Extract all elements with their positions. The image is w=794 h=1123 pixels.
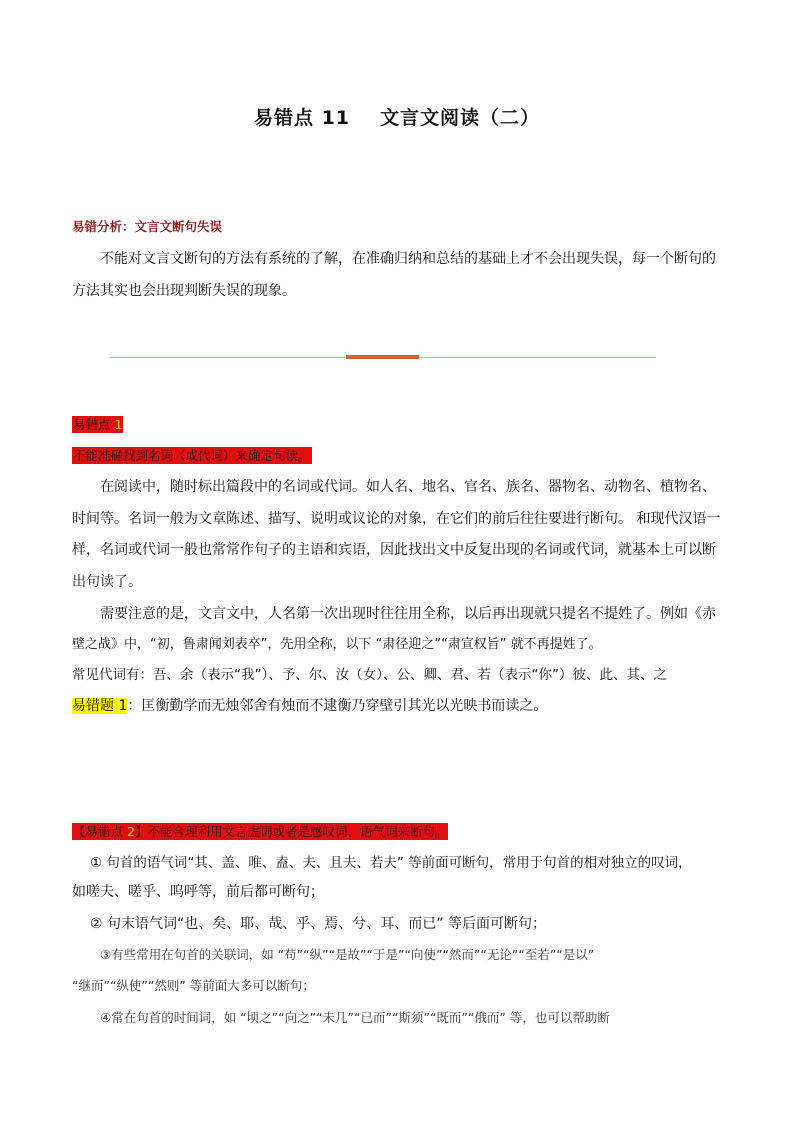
point1-label: 易错点 1 [73,417,123,432]
paragraph-line: 出句读了。 [72,574,142,590]
paragraph-line: 壁之战》中，“初，鲁肃闻刘表卒”，先用全称，以下 “肃径迎之”“肃宣权旨” 就不再提姓了。 [72,637,602,652]
point2-label: 【易错点 2】不能合理利用文言虚词或者是感叹词、语气词来断句。 [73,824,448,839]
paragraph-line: 样，名词或代词一般也常常作句子的主语和宾语，因此找出文中反复出现的名词或代词，就基本上可以断 [72,542,716,558]
example-label: 易错题 1 [72,698,128,714]
analysis-line: 方法其实也会出现判断失误的现象。 [72,283,296,299]
example-text: ：匡衡勤学而无烛邻舍有烛而不逮衡乃穿壁引其光以光映书而读之。 [127,698,548,714]
paragraph-line: 时间等。名词一般为文章陈述、描写、说明或议论的对象，在它们的前后往往要进行断句。 和现代汉语一 [72,511,721,527]
list-item: ③有些常用在句首的关联词，如 “苟”“纵”“是故”“于是”“向使”“然而”“无论”“至若”“是以” [100,947,595,962]
pronoun-list: 常见代词有：吾、余（表示“我”）、予、尔、汝（女）、公、卿、君、若（表示“你”）彼、此、其、之 [72,667,667,683]
page-title [0,103,794,130]
paragraph-line: 需要注意的是，文言文中，人名第一次出现时往往用全称，以后再出现就只提名不提姓了。例如《赤 [100,606,716,622]
list-item: ④常在句首的时间词，如 “顷之”“向之”“未几”“已而”“斯须”“既而”“俄而” 等，也可以帮助断 [100,1010,610,1025]
divider-accent [346,355,419,359]
analysis-heading: 易错分析：文言文断句失误 [72,219,223,234]
example-question [72,697,547,715]
analysis-line: 不能对文言文断句的方法有系统的了解，在准确归纳和总结的基础上才不会出现失误，每一个断句的 [100,251,716,267]
list-item: 如嗟夫、嗟乎、呜呼等，前后都可断句； [72,884,324,900]
list-item: ① 句首的语气词“其、盖、唯、盍、夫、且夫、若夫” 等前面可断句，常用于句首的相对独立的叹词， [90,855,692,871]
title-part1: 易错点 11 [253,107,351,129]
title-part2: 文言文阅读（二） [380,107,541,129]
point1-subtitle: 不能准确找到名词（或代词）来确定句读。 [73,448,311,463]
paragraph-line: 在阅读中，随时标出篇段中的名词或代词。如人名、地名、官名、族名、器物名、动物名、植物名、 [100,479,716,495]
list-item: ② 句末语气词“也、矣、耶、哉、乎、焉、兮、耳、而已” 等后面可断句； [90,916,546,932]
list-item: “继而”“纵使”“然则” 等前面大多可以断句； [72,978,315,993]
